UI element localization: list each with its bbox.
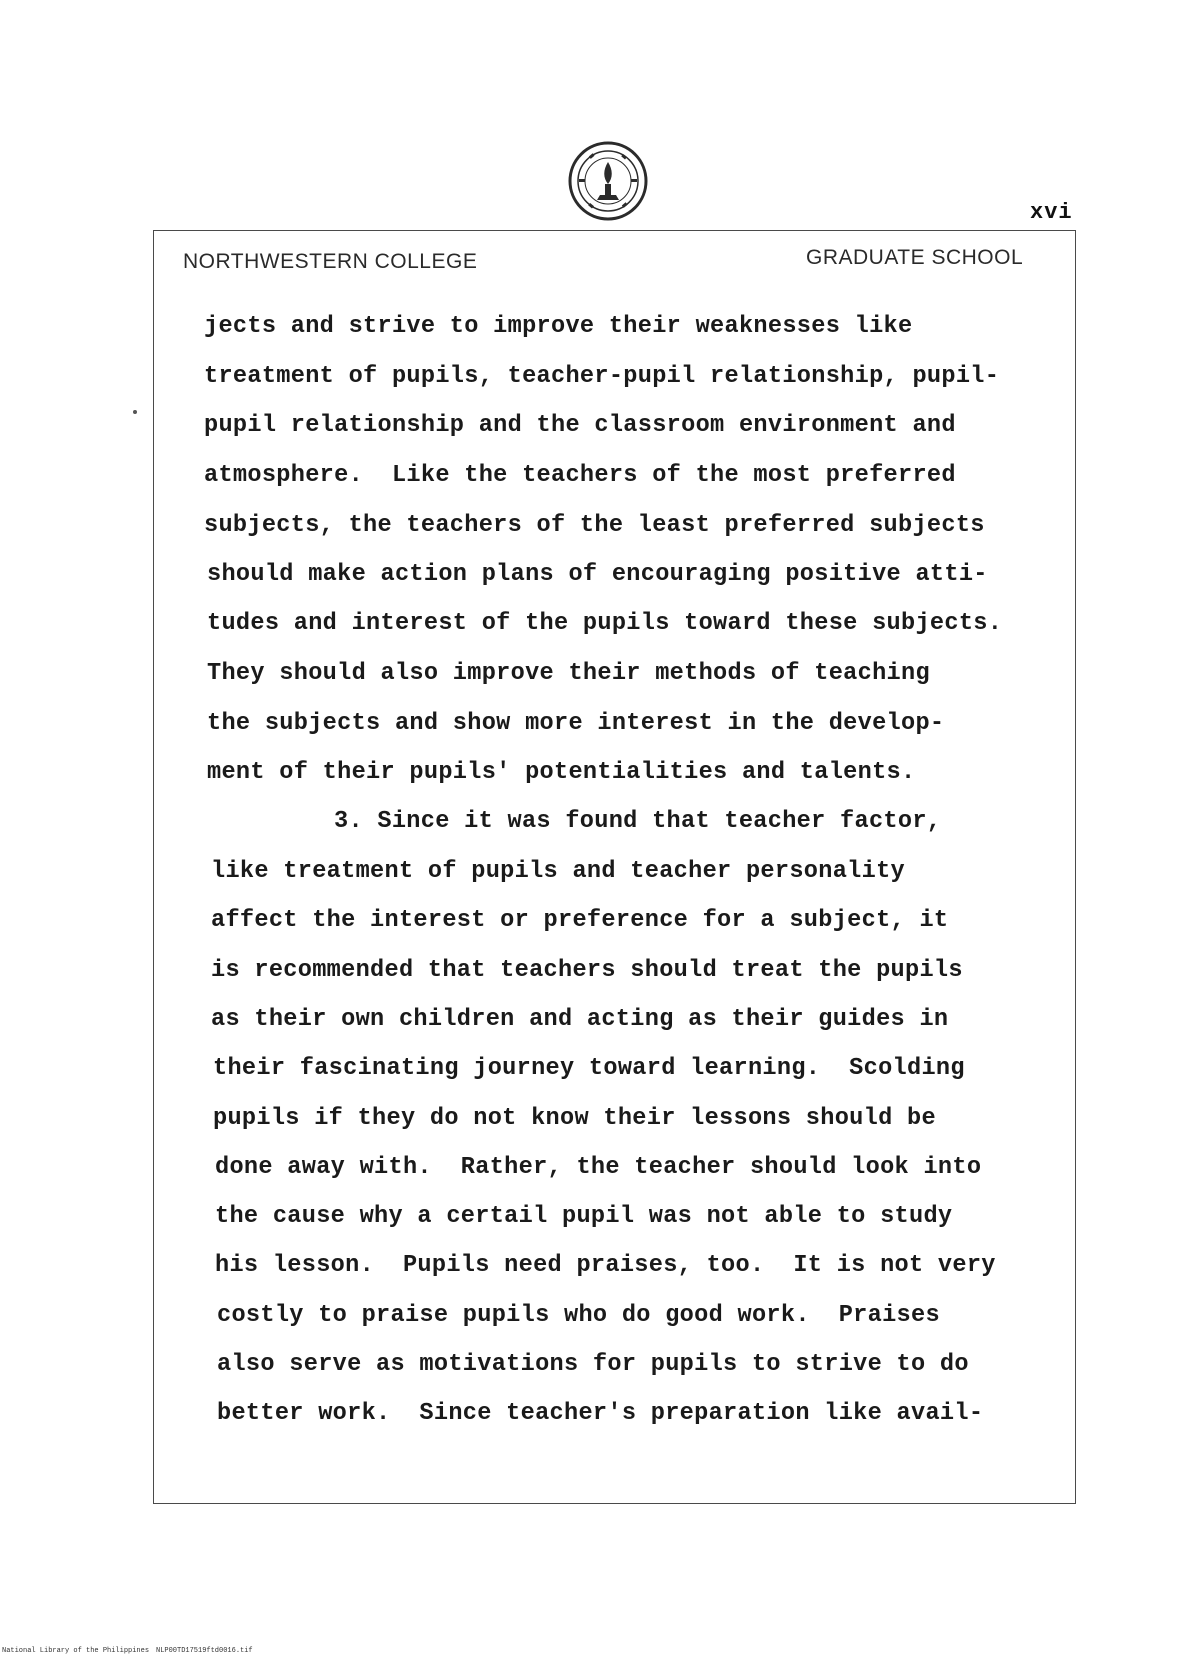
- body-line: jects and strive to improve their weaknesses like: [204, 313, 913, 340]
- header-college-name: NORTHWESTERN COLLEGE: [183, 250, 478, 273]
- body-line: as their own children and acting as their guides in: [211, 1006, 949, 1033]
- body-line: affect the interest or preference for a subject, it: [211, 907, 949, 934]
- body-line: the subjects and show more interest in the develop-: [207, 710, 945, 737]
- body-line: done away with. Rather, the teacher should look into: [215, 1154, 982, 1181]
- body-line: treatment of pupils, teacher-pupil relationship, pupil-: [204, 363, 1000, 390]
- body-line: also serve as motivations for pupils to strive to do: [217, 1351, 969, 1378]
- body-line: subjects, the teachers of the least preferred subjects: [204, 512, 985, 539]
- header-school-name: GRADUATE SCHOOL: [806, 246, 1024, 269]
- college-seal: [567, 140, 649, 222]
- body-line: is recommended that teachers should treat the pupils: [211, 957, 963, 984]
- body-line: his lesson. Pupils need praises, too. It is not very: [215, 1252, 996, 1279]
- body-line: their fascinating journey toward learning. Scolding: [213, 1055, 965, 1082]
- body-line: the cause why a certail pupil was not able to study: [215, 1203, 953, 1230]
- body-line: should make action plans of encouraging positive atti-: [207, 561, 988, 588]
- body-line: better work. Since teacher's preparation like avail-: [217, 1400, 984, 1427]
- body-line: They should also improve their methods of teaching: [207, 660, 930, 687]
- body-line: 3. Since it was found that teacher factor,: [334, 808, 942, 835]
- body-line: ment of their pupils' potentialities and talents.: [207, 759, 916, 786]
- body-line: costly to praise pupils who do good work. Praises: [217, 1302, 940, 1329]
- body-line: tudes and interest of the pupils toward these subjects.: [207, 610, 1003, 637]
- body-line: atmosphere. Like the teachers of the most preferred: [204, 462, 956, 489]
- footer-file-name: NLP00TD17519ftd0016.tif: [156, 1647, 253, 1655]
- body-line: like treatment of pupils and teacher personality: [211, 858, 906, 885]
- body-line: pupil relationship and the classroom environment and: [204, 412, 956, 439]
- page-number: xvi: [1030, 200, 1073, 225]
- margin-mark: [133, 410, 137, 414]
- body-line: pupils if they do not know their lessons should be: [213, 1105, 936, 1132]
- footer-library-credit: National Library of the Philippines: [2, 1647, 150, 1655]
